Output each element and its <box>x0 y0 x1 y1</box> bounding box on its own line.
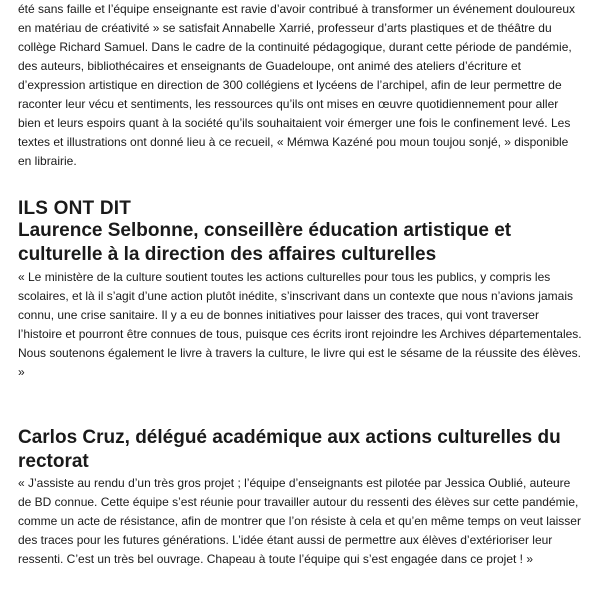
speaker-quote-cruz: « J’assiste au rendu d’un très gros projet ; l’équipe d’enseignants est pilotée par Jessica Oublié, auteure de BD connue. Cette équipe s’est réunie pour travailler autour du ressenti des élèves sur cette pandémie, comme un acte de résistance, afin de montrer que l’on résiste à cela et qu’en même temps on veut laisser des traces pour les futures générations. L’idée étant aussi de permettre aux élèves d’extérioriser leur ressenti. C’est un très bel ouvrage. Chapeau à toute l’équipe qui s’est engagée dans ce projet ! » <box>18 476 581 566</box>
speaker-heading-selbonne: Laurence Selbonne, conseillère éducation artistique et culturelle à la direction des affaires culturelles <box>18 220 512 265</box>
speaker-quote-selbonne: « Le ministère de la culture soutient toutes les actions culturelles pour tous les publics, y compris les scolaires, et là il s’agit d’une action plutôt inédite, s’inscrivant dans un contexte que nous n’avions jamais connu, une crise sanitaire. Il y a eu de bonnes initiatives pour laisser des traces, qui vont traverser l’histoire et pourront être connues de tous, puisque ces écrits iront rejoindre les Archives départementales. Nous soutenons également le livre à travers la culture, le livre qui est le sésame de la réussite des élèves. » <box>18 270 582 379</box>
speaker-heading-cruz: Carlos Cruz, délégué académique aux actions culturelles du rectorat <box>18 427 561 472</box>
section-kicker: ILS ONT DIT <box>18 198 132 219</box>
intro-paragraph: été sans faille et l’équipe enseignante est ravie d’avoir contribué à transformer un événement douloureux en matériau de créativité » se satisfait Annabelle Xarrié, professeur d’arts plastiques et de théâtre du collège Richard Samuel. Dans le cadre de la continuité pédagogique, durant cette période de pandémie, des auteurs, bibliothécaires et enseignants de Guadeloupe, ont animé des ateliers d’écriture et d’expression artistique en direction de 300 collégiens et lycéens de l’archipel, afin de leur permettre de raconter leur vécu et sentiments, les ressources qu’ils ont mises en œuvre quotidiennement pour aller bien et leurs espoirs quant à la société qu’ils souhaitaient voir émerger une fois le confinement levé. Les textes et illustrations ont donné lieu à ce recueil, « Mémwa Kazéné pou moun toujou sonjé, » disponible en librairie. <box>18 2 576 168</box>
